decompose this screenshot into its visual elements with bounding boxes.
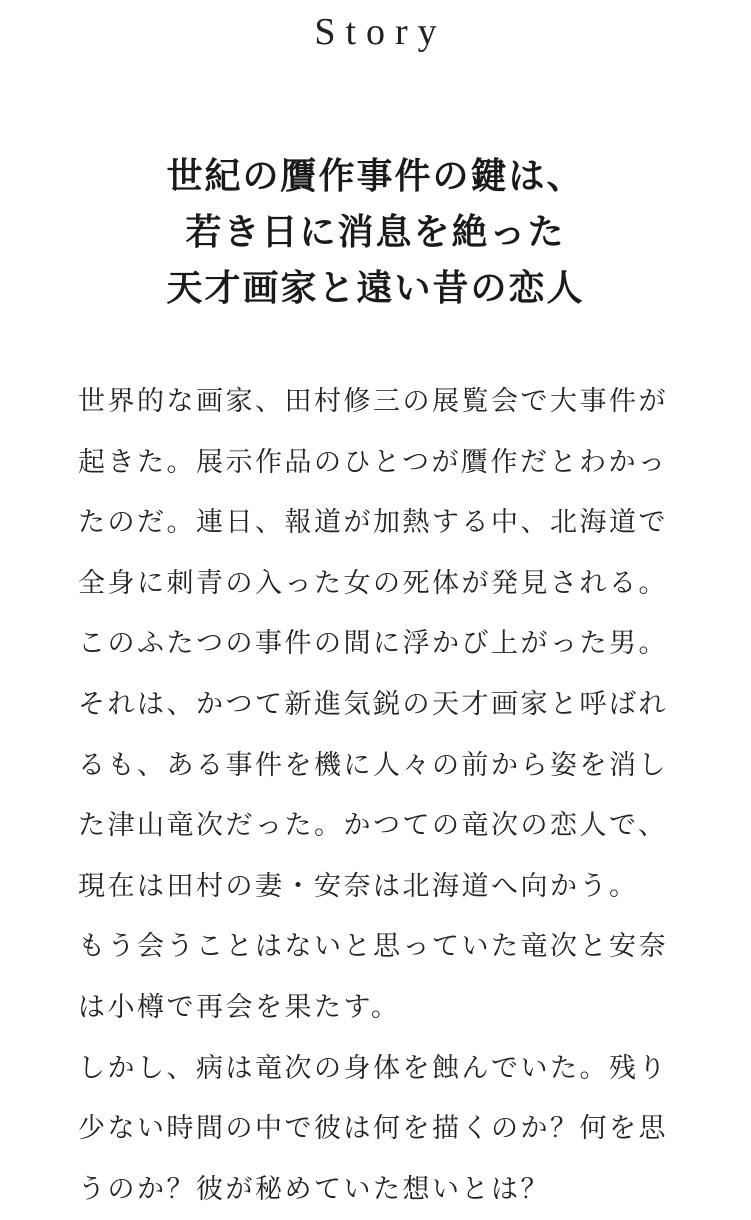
story-line: しかし、病は竜次の身体を蝕んでいた。残り (78, 1052, 668, 1084)
story-line: それは、かつて新進気鋭の天才画家と呼ばれ (78, 688, 668, 720)
headline-line: 世紀の贋作事件の鍵は、 (166, 155, 585, 197)
headline-line: 若き日に消息を絶った (185, 211, 566, 253)
story-line: 起きた。展示作品のひとつが贋作だとわかっ (78, 446, 668, 478)
story-line: 現在は田村の妻・安奈は北海道へ向かう。 (78, 870, 639, 902)
story-line: 少ない時間の中で彼は何を描くのか？何を思 (78, 1113, 668, 1145)
section-title: Story (314, 11, 447, 53)
story-line: 世界的な画家、田村修三の展覧会で大事件が (78, 386, 668, 417)
story-line: た津山竜次だった。かつての竜次の恋人で、 (78, 810, 668, 842)
headline (0, 148, 751, 316)
story-line: もう会うことはないと思っていた竜次と安奈 (78, 931, 668, 963)
story-body (78, 372, 698, 1220)
story-line: 全身に刺青の入った女の死体が発見される。 (78, 567, 668, 599)
story-line: るも、ある事件を機に人々の前から姿を消し (78, 749, 668, 781)
headline-line: 天才画家と遠い昔の恋人 (166, 267, 585, 309)
story-line: このふたつの事件の間に浮かび上がった男。 (78, 628, 668, 660)
story-line: は小樽で再会を果たす。 (78, 991, 401, 1023)
story-line: うのか？彼が秘めていた想いとは？ (78, 1173, 550, 1205)
story-line: たのだ。連日、報道が加熱する中、北海道で (78, 507, 668, 539)
